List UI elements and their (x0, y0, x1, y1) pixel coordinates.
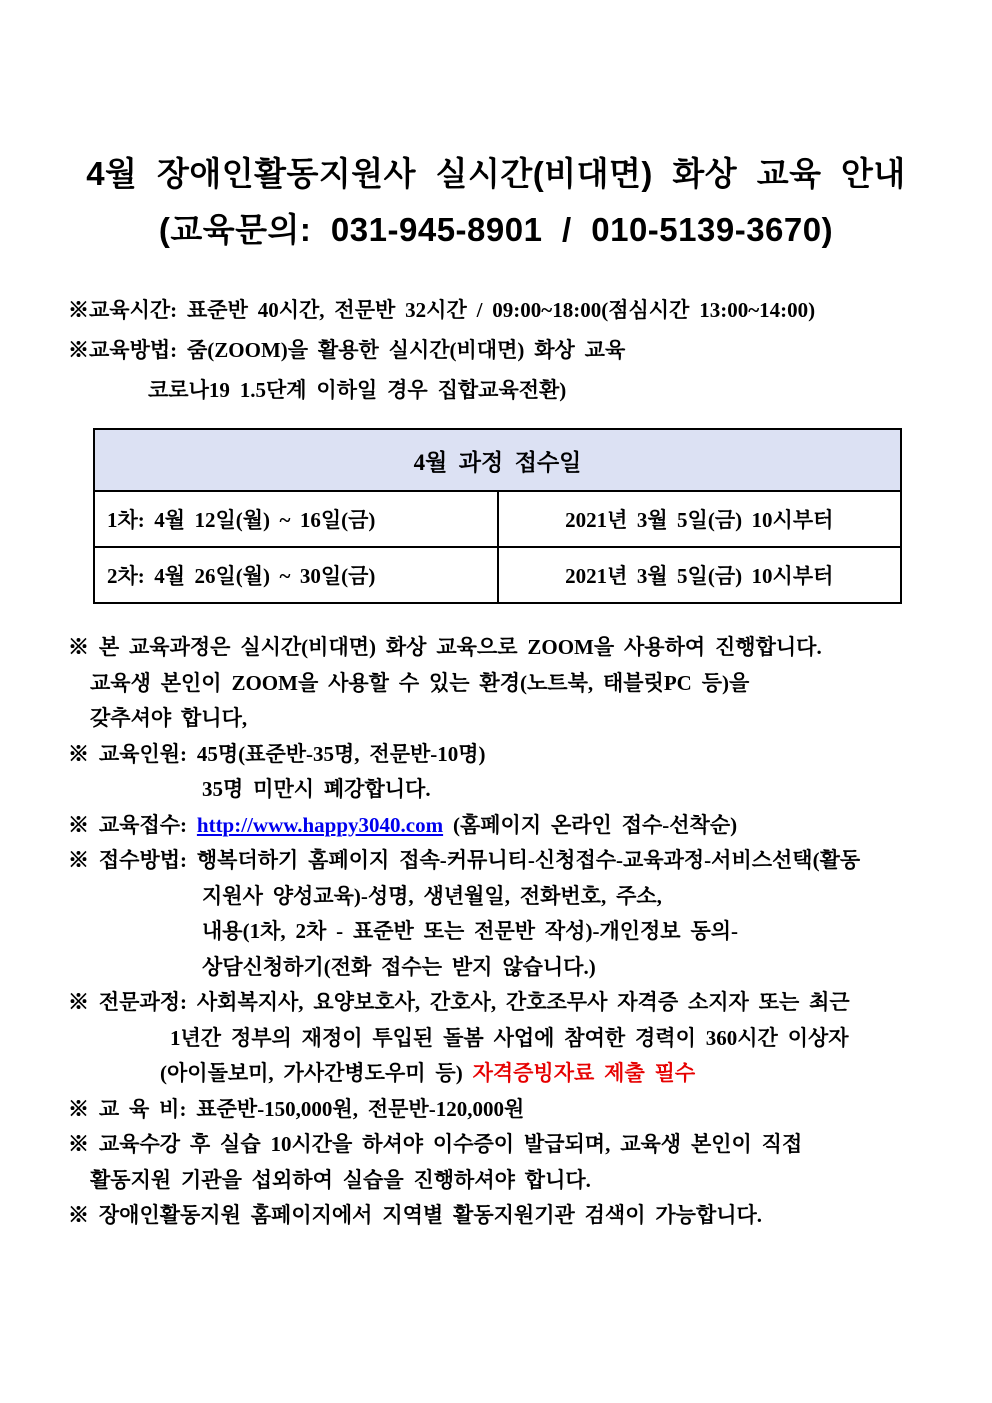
happy3040-link[interactable]: http://www.happy3040.com (196, 812, 444, 837)
note-capacity-cont: 35명 미만시 폐강합니다. (202, 777, 431, 801)
registration-start-cell: 2021년 3월 5일(금) 10시부터 (498, 547, 902, 603)
course-schedule-table (93, 428, 902, 604)
note-zoom-usage-cont2: 갖추셔야 합니다, (90, 706, 248, 730)
note-registration-suffix: (홈페이지 온라인 접수-선착순) (443, 812, 738, 837)
note-zoom-usage-cont: 교육생 본인이 ZOOM을 사용할 수 있는 환경(노트북, 태블릿PC 등)을 (90, 670, 750, 695)
intro-section (68, 290, 992, 410)
table-header-row (94, 429, 901, 491)
table-row (94, 491, 901, 547)
note-practice-hours: ※ 교육수강 후 실습 10시간을 하셔야 이수증이 발급되며, 교육생 본인이 직접 (68, 1132, 803, 1156)
course-period-cell: 1차: 4월 12일(월) ~ 16일(금) (94, 491, 498, 547)
note-registration-method-cont3: 상담신청하기(전화 접수는 받지 않습니다.) (202, 954, 596, 979)
registration-start-cell: 2021년 3월 5일(금) 10시부터 (498, 491, 902, 547)
notes-section (68, 630, 992, 1234)
note-professional-course-cont2 (68, 1056, 992, 1092)
note-tuition-fee: ※ 교 육 비: 표준반-150,000원, 전문반-120,000원 (68, 1096, 525, 1121)
note-registration-prefix: ※ 교육접수: (68, 812, 197, 837)
note-capacity: ※ 교육인원: 45명(표준반-35명, 전문반-10명) (68, 741, 486, 766)
note-professional-course-cont: 1년간 정부의 재정이 투입된 돌봄 사업에 참여한 경력이 360시간 이상자 (170, 1025, 849, 1050)
intro-line-education-time: ※교육시간: 표준반 40시간, 전문반 32시간 / 09:00~18:00(점심시간 13:00~14:00) (68, 298, 816, 322)
note-caregiver-examples: (아이돌보미, 가사간병도우미 등) (160, 1061, 473, 1085)
note-agency-search: ※ 장애인활동지원 홈페이지에서 지역별 활동지원기관 검색이 가능합니다. (68, 1203, 763, 1227)
note-professional-course: ※ 전문과정: 사회복지사, 요양보호사, 간호사, 간호조무사 자격증 소지자 또는 최근 (68, 990, 850, 1014)
note-practice-hours-cont: 활동지원 기관을 섭외하여 실습을 진행하셔야 합니다. (90, 1167, 591, 1192)
title-line-2: (교육문의: 031-945-8901 / 010-5139-3670) (158, 211, 834, 248)
note-registration-url (68, 808, 992, 844)
note-document-required-emphasis: 자격증빙자료 제출 필수 (472, 1061, 696, 1085)
course-period-cell: 2차: 4월 26일(월) ~ 30일(금) (94, 547, 498, 603)
note-registration-method-cont: 지원사 양성교육)-성명, 생년월일, 전화번호, 주소, (202, 883, 662, 908)
note-zoom-usage: ※ 본 교육과정은 실시간(비대면) 화상 교육으로 ZOOM을 사용하여 진행합니다. (68, 635, 822, 659)
note-registration-method-cont2: 내용(1차, 2차 - 표준반 또는 전문반 작성)-개인정보 동의- (202, 919, 739, 943)
table-row (94, 547, 901, 603)
intro-line-covid-note: 코로나19 1.5단계 이하일 경우 집합교육전환) (148, 378, 567, 402)
intro-line-education-method: ※교육방법: 줌(ZOOM)을 활용한 실시간(비대면) 화상 교육 (68, 338, 626, 362)
table-header-cell: 4월 과정 접수일 (94, 429, 901, 491)
note-registration-method: ※ 접수방법: 행복더하기 홈페이지 접속-커뮤니티-신청접수-교육과정-서비스선택(활동 (68, 848, 861, 872)
document-title (0, 0, 992, 258)
title-line-1: 4월 장애인활동지원사 실시간(비대면) 화상 교육 안내 (86, 155, 906, 192)
